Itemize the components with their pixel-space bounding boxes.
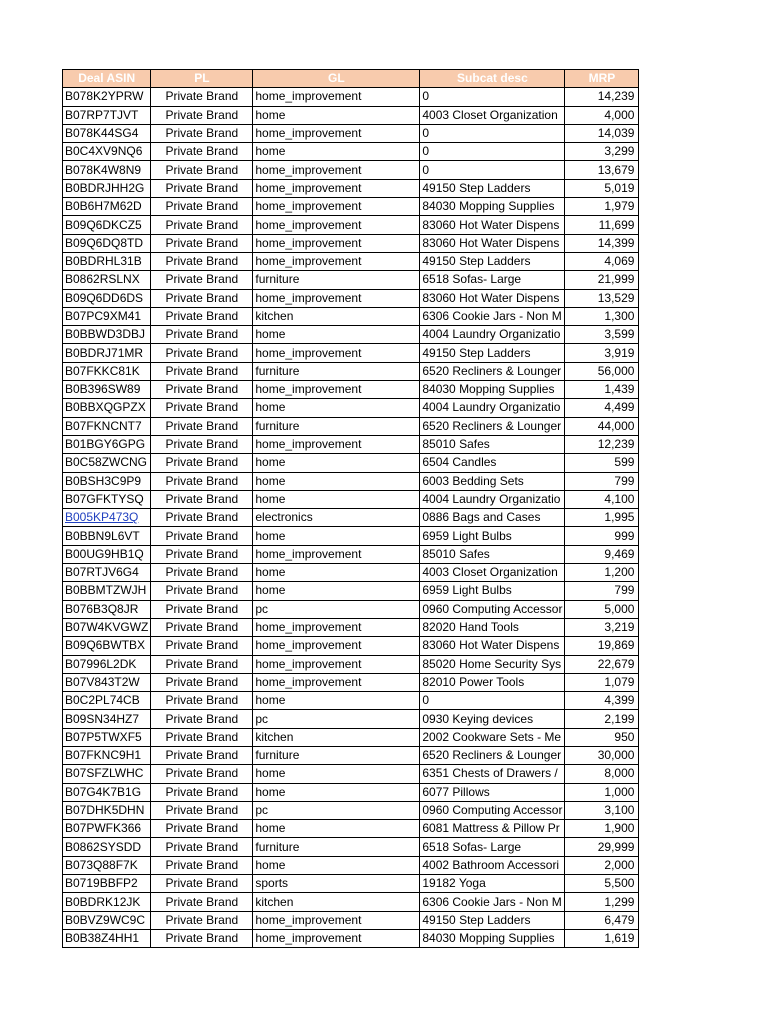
table-row [63,801,639,819]
cell-pl[interactable]: Private Brand [151,710,253,728]
cell-pl[interactable]: Private Brand [151,490,253,508]
cell-subcat-desc[interactable]: 85010 Safes [420,545,565,563]
cell-deal-asin[interactable]: B09Q6DD6DS [63,289,151,307]
cell-gl[interactable]: home_improvement [253,435,420,453]
cell-deal-asin[interactable]: B0719BBFP2 [63,875,151,893]
cell-deal-asin[interactable]: B078K44SG4 [63,124,151,142]
cell-gl[interactable]: home_improvement [253,344,420,362]
table-row [63,106,639,124]
cell-gl[interactable]: pc [253,801,420,819]
cell-gl[interactable]: home_improvement [253,234,420,252]
cell-pl[interactable]: Private Brand [151,655,253,673]
cell-mrp[interactable]: 1,439 [565,381,639,399]
cell-pl[interactable]: Private Brand [151,454,253,472]
cell-pl[interactable]: Private Brand [151,289,253,307]
table-row [63,765,639,783]
cell-subcat-desc[interactable]: 19182 Yoga [420,875,565,893]
table-row [63,381,639,399]
cell-subcat-desc[interactable]: 4004 Laundry Organizatio [420,399,565,417]
cell-gl[interactable]: kitchen [253,893,420,911]
cell-subcat-desc[interactable]: 0930 Keying devices [420,710,565,728]
cell-deal-asin[interactable]: B073Q88F7K [63,856,151,874]
cell-pl[interactable]: Private Brand [151,875,253,893]
cell-mrp[interactable]: 3,100 [565,801,639,819]
cell-pl[interactable]: Private Brand [151,527,253,545]
cell-mrp[interactable]: 3,299 [565,143,639,161]
cell-gl[interactable]: electronics [253,509,420,527]
deal-table [62,69,639,948]
cell-deal-asin[interactable]: B07GFKTYSQ [63,490,151,508]
cell-mrp[interactable]: 14,239 [565,88,639,106]
cell-pl[interactable]: Private Brand [151,856,253,874]
cell-gl[interactable]: home_improvement [253,381,420,399]
table-row [63,929,639,947]
header-gl[interactable]: GL [253,70,420,88]
cell-gl[interactable]: home [253,564,420,582]
cell-subcat-desc[interactable]: 6959 Light Bulbs [420,582,565,600]
cell-mrp[interactable]: 12,239 [565,435,639,453]
cell-subcat-desc[interactable]: 2002 Cookware Sets - Me [420,728,565,746]
cell-mrp[interactable]: 1,995 [565,509,639,527]
cell-pl[interactable]: Private Brand [151,161,253,179]
cell-subcat-desc[interactable]: 6504 Candles [420,454,565,472]
cell-subcat-desc[interactable]: 49150 Step Ladders [420,252,565,270]
cell-gl[interactable]: home [253,143,420,161]
table-row [63,655,639,673]
cell-gl[interactable]: home_improvement [253,161,420,179]
table-row [63,893,639,911]
cell-pl[interactable]: Private Brand [151,893,253,911]
cell-mrp[interactable]: 4,499 [565,399,639,417]
cell-subcat-desc[interactable]: 6077 Pillows [420,783,565,801]
cell-deal-asin[interactable]: B07PC9XM41 [63,307,151,325]
cell-subcat-desc[interactable]: 0960 Computing Accessor [420,801,565,819]
cell-deal-asin[interactable]: B0BBWD3DBJ [63,326,151,344]
cell-mrp[interactable]: 1,299 [565,893,639,911]
cell-gl[interactable]: home [253,820,420,838]
cell-subcat-desc[interactable]: 0960 Computing Accessor [420,600,565,618]
table-row [63,179,639,197]
cell-deal-asin[interactable]: B0BBXQGPZX [63,399,151,417]
table-row [63,600,639,618]
cell-pl[interactable]: Private Brand [151,801,253,819]
cell-mrp[interactable]: 13,679 [565,161,639,179]
table-row [63,545,639,563]
cell-mrp[interactable]: 14,399 [565,234,639,252]
cell-deal-asin[interactable]: B09Q6BWTBX [63,637,151,655]
cell-mrp[interactable]: 599 [565,454,639,472]
table-row [63,838,639,856]
cell-pl[interactable]: Private Brand [151,911,253,929]
cell-pl[interactable]: Private Brand [151,746,253,764]
cell-subcat-desc[interactable]: 4003 Closet Organization [420,106,565,124]
cell-pl[interactable]: Private Brand [151,435,253,453]
cell-deal-asin[interactable]: B078K4W8N9 [63,161,151,179]
cell-deal-asin[interactable]: B0862RSLNX [63,271,151,289]
table-row [63,307,639,325]
cell-deal-asin[interactable]: B0BSH3C9P9 [63,472,151,490]
cell-mrp[interactable]: 1,300 [565,307,639,325]
cell-deal-asin[interactable]: B0862SYSDD [63,838,151,856]
table-row [63,161,639,179]
table-row [63,88,639,106]
cell-mrp[interactable]: 1,079 [565,673,639,691]
cell-deal-asin[interactable]: B0BBN9L6VT [63,527,151,545]
cell-subcat-desc[interactable]: 6306 Cookie Jars - Non M [420,307,565,325]
header-deal-asin[interactable]: Deal ASIN [63,70,151,88]
cell-subcat-desc[interactable]: 82020 Hand Tools [420,618,565,636]
cell-subcat-desc[interactable]: 49150 Step Ladders [420,344,565,362]
header-pl[interactable]: PL [151,70,253,88]
cell-pl[interactable]: Private Brand [151,582,253,600]
cell-pl[interactable]: Private Brand [151,271,253,289]
table-row [63,875,639,893]
header-row [63,70,639,88]
table-row [63,820,639,838]
cell-deal-asin[interactable]: B0B38Z4HH1 [63,929,151,947]
cell-subcat-desc[interactable]: 83060 Hot Water Dispens [420,289,565,307]
table-row [63,417,639,435]
cell-gl[interactable]: home_improvement [253,88,420,106]
cell-mrp[interactable]: 9,469 [565,545,639,563]
cell-pl[interactable]: Private Brand [151,216,253,234]
cell-deal-asin[interactable]: B07V843T2W [63,673,151,691]
cell-pl[interactable]: Private Brand [151,564,253,582]
cell-pl[interactable]: Private Brand [151,820,253,838]
cell-subcat-desc[interactable]: 4002 Bathroom Accessori [420,856,565,874]
table-row [63,856,639,874]
cell-subcat-desc[interactable]: 0 [420,88,565,106]
cell-mrp[interactable]: 3,219 [565,618,639,636]
table-row [63,728,639,746]
cell-mrp[interactable]: 22,679 [565,655,639,673]
cell-gl[interactable]: home_improvement [253,929,420,947]
cell-subcat-desc[interactable]: 4004 Laundry Organizatio [420,326,565,344]
cell-subcat-desc[interactable]: 85020 Home Security Sys [420,655,565,673]
cell-pl[interactable]: Private Brand [151,362,253,380]
table-row [63,454,639,472]
cell-gl[interactable]: furniture [253,362,420,380]
table-row [63,746,639,764]
cell-mrp[interactable]: 1,200 [565,564,639,582]
cell-gl[interactable]: home [253,856,420,874]
cell-pl[interactable]: Private Brand [151,545,253,563]
table-row [63,564,639,582]
cell-pl[interactable]: Private Brand [151,618,253,636]
cell-gl[interactable]: home_improvement [253,618,420,636]
cell-subcat-desc[interactable]: 0 [420,143,565,161]
cell-pl[interactable]: Private Brand [151,509,253,527]
cell-gl[interactable]: home [253,692,420,710]
table-row [63,637,639,655]
table-row [63,124,639,142]
cell-deal-asin[interactable]: B07G4K7B1G [63,783,151,801]
cell-mrp[interactable]: 4,399 [565,692,639,710]
cell-mrp[interactable]: 19,869 [565,637,639,655]
cell-deal-asin[interactable]: B0BDRJHH2G [63,179,151,197]
cell-deal-asin[interactable]: B07DHK5DHN [63,801,151,819]
cell-subcat-desc[interactable]: 83060 Hot Water Dispens [420,234,565,252]
cell-subcat-desc[interactable]: 49150 Step Ladders [420,911,565,929]
cell-deal-asin[interactable]: B078K2YPRW [63,88,151,106]
table-row [63,527,639,545]
cell-deal-asin[interactable]: B01BGY6GPG [63,435,151,453]
cell-pl[interactable]: Private Brand [151,673,253,691]
header-subcat-desc[interactable]: Subcat desc [420,70,565,88]
cell-deal-asin[interactable]: B07RTJV6G4 [63,564,151,582]
cell-mrp[interactable]: 4,100 [565,490,639,508]
cell-deal-asin[interactable]: B07FKNC9H1 [63,746,151,764]
cell-subcat-desc[interactable]: 0 [420,124,565,142]
table-row [63,710,639,728]
cell-gl[interactable]: kitchen [253,307,420,325]
cell-gl[interactable]: furniture [253,271,420,289]
table-row [63,344,639,362]
cell-subcat-desc[interactable]: 6520 Recliners & Lounger [420,417,565,435]
cell-mrp[interactable]: 5,000 [565,600,639,618]
cell-subcat-desc[interactable]: 84030 Mopping Supplies [420,929,565,947]
cell-mrp[interactable]: 999 [565,527,639,545]
cell-mrp[interactable]: 950 [565,728,639,746]
cell-subcat-desc[interactable]: 6518 Sofas- Large [420,838,565,856]
cell-mrp[interactable]: 1,900 [565,820,639,838]
cell-mrp[interactable]: 29,999 [565,838,639,856]
cell-gl[interactable]: home_improvement [253,198,420,216]
cell-gl[interactable]: home [253,399,420,417]
cell-gl[interactable]: home_improvement [253,655,420,673]
cell-gl[interactable]: kitchen [253,728,420,746]
cell-gl[interactable]: home [253,527,420,545]
cell-deal-asin[interactable]: B07PWFK366 [63,820,151,838]
cell-deal-asin[interactable]: B09SN34HZ7 [63,710,151,728]
cell-pl[interactable]: Private Brand [151,124,253,142]
cell-pl[interactable]: Private Brand [151,728,253,746]
cell-subcat-desc[interactable]: 82010 Power Tools [420,673,565,691]
cell-deal-asin[interactable]: B09Q6DKCZ5 [63,216,151,234]
cell-gl[interactable]: home [253,106,420,124]
table-row [63,435,639,453]
cell-deal-asin-link[interactable]: B005KP473Q [63,509,151,527]
table-row [63,692,639,710]
table-row [63,911,639,929]
cell-subcat-desc[interactable]: 83060 Hot Water Dispens [420,637,565,655]
cell-subcat-desc[interactable]: 83060 Hot Water Dispens [420,216,565,234]
cell-deal-asin[interactable]: B0BDRHL31B [63,252,151,270]
cell-gl[interactable]: home_improvement [253,673,420,691]
cell-mrp[interactable]: 11,699 [565,216,639,234]
cell-mrp[interactable]: 1,619 [565,929,639,947]
cell-gl[interactable]: home_improvement [253,179,420,197]
cell-subcat-desc[interactable]: 4004 Laundry Organizatio [420,490,565,508]
cell-mrp[interactable]: 6,479 [565,911,639,929]
cell-mrp[interactable]: 13,529 [565,289,639,307]
cell-pl[interactable]: Private Brand [151,399,253,417]
cell-subcat-desc[interactable]: 84030 Mopping Supplies [420,198,565,216]
cell-gl[interactable]: pc [253,710,420,728]
table-row [63,362,639,380]
cell-deal-asin[interactable]: B0C4XV9NQ6 [63,143,151,161]
cell-subcat-desc[interactable]: 6518 Sofas- Large [420,271,565,289]
cell-pl[interactable]: Private Brand [151,307,253,325]
cell-deal-asin[interactable]: B07W4KVGWZ [63,618,151,636]
cell-gl[interactable]: furniture [253,417,420,435]
cell-deal-asin[interactable]: B07996L2DK [63,655,151,673]
cell-subcat-desc[interactable]: 6520 Recliners & Lounger [420,746,565,764]
cell-mrp[interactable]: 4,000 [565,106,639,124]
cell-subcat-desc[interactable]: 49150 Step Ladders [420,179,565,197]
cell-mrp[interactable]: 1,000 [565,783,639,801]
cell-mrp[interactable]: 5,019 [565,179,639,197]
cell-deal-asin[interactable]: B09Q6DQ8TD [63,234,151,252]
cell-deal-asin[interactable]: B0B6H7M62D [63,198,151,216]
cell-mrp[interactable]: 4,069 [565,252,639,270]
table-row [63,618,639,636]
cell-gl[interactable]: home [253,765,420,783]
cell-mrp[interactable]: 3,599 [565,326,639,344]
cell-gl[interactable]: home [253,582,420,600]
cell-pl[interactable]: Private Brand [151,838,253,856]
table-row [63,472,639,490]
cell-subcat-desc[interactable]: 0886 Bags and Cases [420,509,565,527]
cell-deal-asin[interactable]: B076B3Q8JR [63,600,151,618]
table-row [63,783,639,801]
cell-deal-asin[interactable]: B0BVZ9WC9C [63,911,151,929]
cell-pl[interactable]: Private Brand [151,143,253,161]
cell-pl[interactable]: Private Brand [151,381,253,399]
table-row [63,673,639,691]
cell-subcat-desc[interactable]: 6081 Mattress & Pillow Pr [420,820,565,838]
cell-mrp[interactable]: 799 [565,472,639,490]
cell-deal-asin[interactable]: B07FKKC81K [63,362,151,380]
cell-deal-asin[interactable]: B0C2PL74CB [63,692,151,710]
cell-gl[interactable]: home [253,490,420,508]
cell-deal-asin[interactable]: B07P5TWXF5 [63,728,151,746]
cell-subcat-desc[interactable]: 6520 Recliners & Lounger [420,362,565,380]
cell-deal-asin[interactable]: B0BBMTZWJH [63,582,151,600]
table-row [63,289,639,307]
cell-mrp[interactable]: 799 [565,582,639,600]
cell-subcat-desc[interactable]: 4003 Closet Organization [420,564,565,582]
table-row [63,271,639,289]
cell-mrp[interactable]: 3,919 [565,344,639,362]
cell-deal-asin[interactable]: B00UG9HB1Q [63,545,151,563]
cell-gl[interactable]: home [253,326,420,344]
cell-pl[interactable]: Private Brand [151,252,253,270]
cell-pl[interactable]: Private Brand [151,179,253,197]
table-row [63,399,639,417]
cell-subcat-desc[interactable]: 0 [420,161,565,179]
cell-pl[interactable]: Private Brand [151,106,253,124]
cell-subcat-desc[interactable]: 85010 Safes [420,435,565,453]
cell-gl[interactable]: furniture [253,838,420,856]
cell-pl[interactable]: Private Brand [151,929,253,947]
cell-pl[interactable]: Private Brand [151,600,253,618]
cell-deal-asin[interactable]: B0B396SW89 [63,381,151,399]
cell-mrp[interactable]: 21,999 [565,271,639,289]
cell-gl[interactable]: home_improvement [253,545,420,563]
cell-subcat-desc[interactable]: 6959 Light Bulbs [420,527,565,545]
cell-gl[interactable]: home_improvement [253,252,420,270]
cell-mrp[interactable]: 56,000 [565,362,639,380]
cell-pl[interactable]: Private Brand [151,234,253,252]
table-row [63,143,639,161]
cell-deal-asin[interactable]: B07SFZLWHC [63,765,151,783]
table-row [63,490,639,508]
cell-pl[interactable]: Private Brand [151,637,253,655]
cell-subcat-desc[interactable]: 6306 Cookie Jars - Non M [420,893,565,911]
cell-gl[interactable]: home_improvement [253,216,420,234]
cell-gl[interactable]: sports [253,875,420,893]
cell-gl[interactable]: home_improvement [253,124,420,142]
cell-deal-asin[interactable]: B0BDRJ71MR [63,344,151,362]
cell-mrp[interactable]: 2,000 [565,856,639,874]
cell-mrp[interactable]: 1,979 [565,198,639,216]
cell-mrp[interactable]: 5,500 [565,875,639,893]
cell-subcat-desc[interactable]: 0 [420,692,565,710]
cell-mrp[interactable]: 8,000 [565,765,639,783]
cell-deal-asin[interactable]: B07RP7TJVT [63,106,151,124]
cell-gl[interactable]: pc [253,600,420,618]
cell-deal-asin[interactable]: B0C58ZWCNG [63,454,151,472]
table-row [63,198,639,216]
cell-gl[interactable]: furniture [253,746,420,764]
cell-pl[interactable]: Private Brand [151,765,253,783]
cell-gl[interactable]: home [253,454,420,472]
cell-gl[interactable]: home [253,472,420,490]
cell-mrp[interactable]: 30,000 [565,746,639,764]
cell-gl[interactable]: home [253,783,420,801]
cell-pl[interactable]: Private Brand [151,326,253,344]
cell-pl[interactable]: Private Brand [151,472,253,490]
table-row [63,326,639,344]
cell-pl[interactable]: Private Brand [151,88,253,106]
table-row [63,234,639,252]
cell-deal-asin[interactable]: B0BDRK12JK [63,893,151,911]
table-row [63,582,639,600]
cell-pl[interactable]: Private Brand [151,344,253,362]
cell-subcat-desc[interactable]: 84030 Mopping Supplies [420,381,565,399]
cell-pl[interactable]: Private Brand [151,198,253,216]
cell-pl[interactable]: Private Brand [151,783,253,801]
table-row [63,216,639,234]
table-row [63,509,639,527]
cell-mrp[interactable]: 44,000 [565,417,639,435]
cell-subcat-desc[interactable]: 6351 Chests of Drawers / [420,765,565,783]
cell-pl[interactable]: Private Brand [151,692,253,710]
cell-mrp[interactable]: 2,199 [565,710,639,728]
cell-subcat-desc[interactable]: 6003 Bedding Sets [420,472,565,490]
cell-gl[interactable]: home_improvement [253,637,420,655]
cell-mrp[interactable]: 14,039 [565,124,639,142]
cell-pl[interactable]: Private Brand [151,417,253,435]
cell-gl[interactable]: home_improvement [253,289,420,307]
header-mrp[interactable]: MRP [565,70,639,88]
cell-gl[interactable]: home_improvement [253,911,420,929]
table-row [63,252,639,270]
cell-deal-asin[interactable]: B07FKNCNT7 [63,417,151,435]
